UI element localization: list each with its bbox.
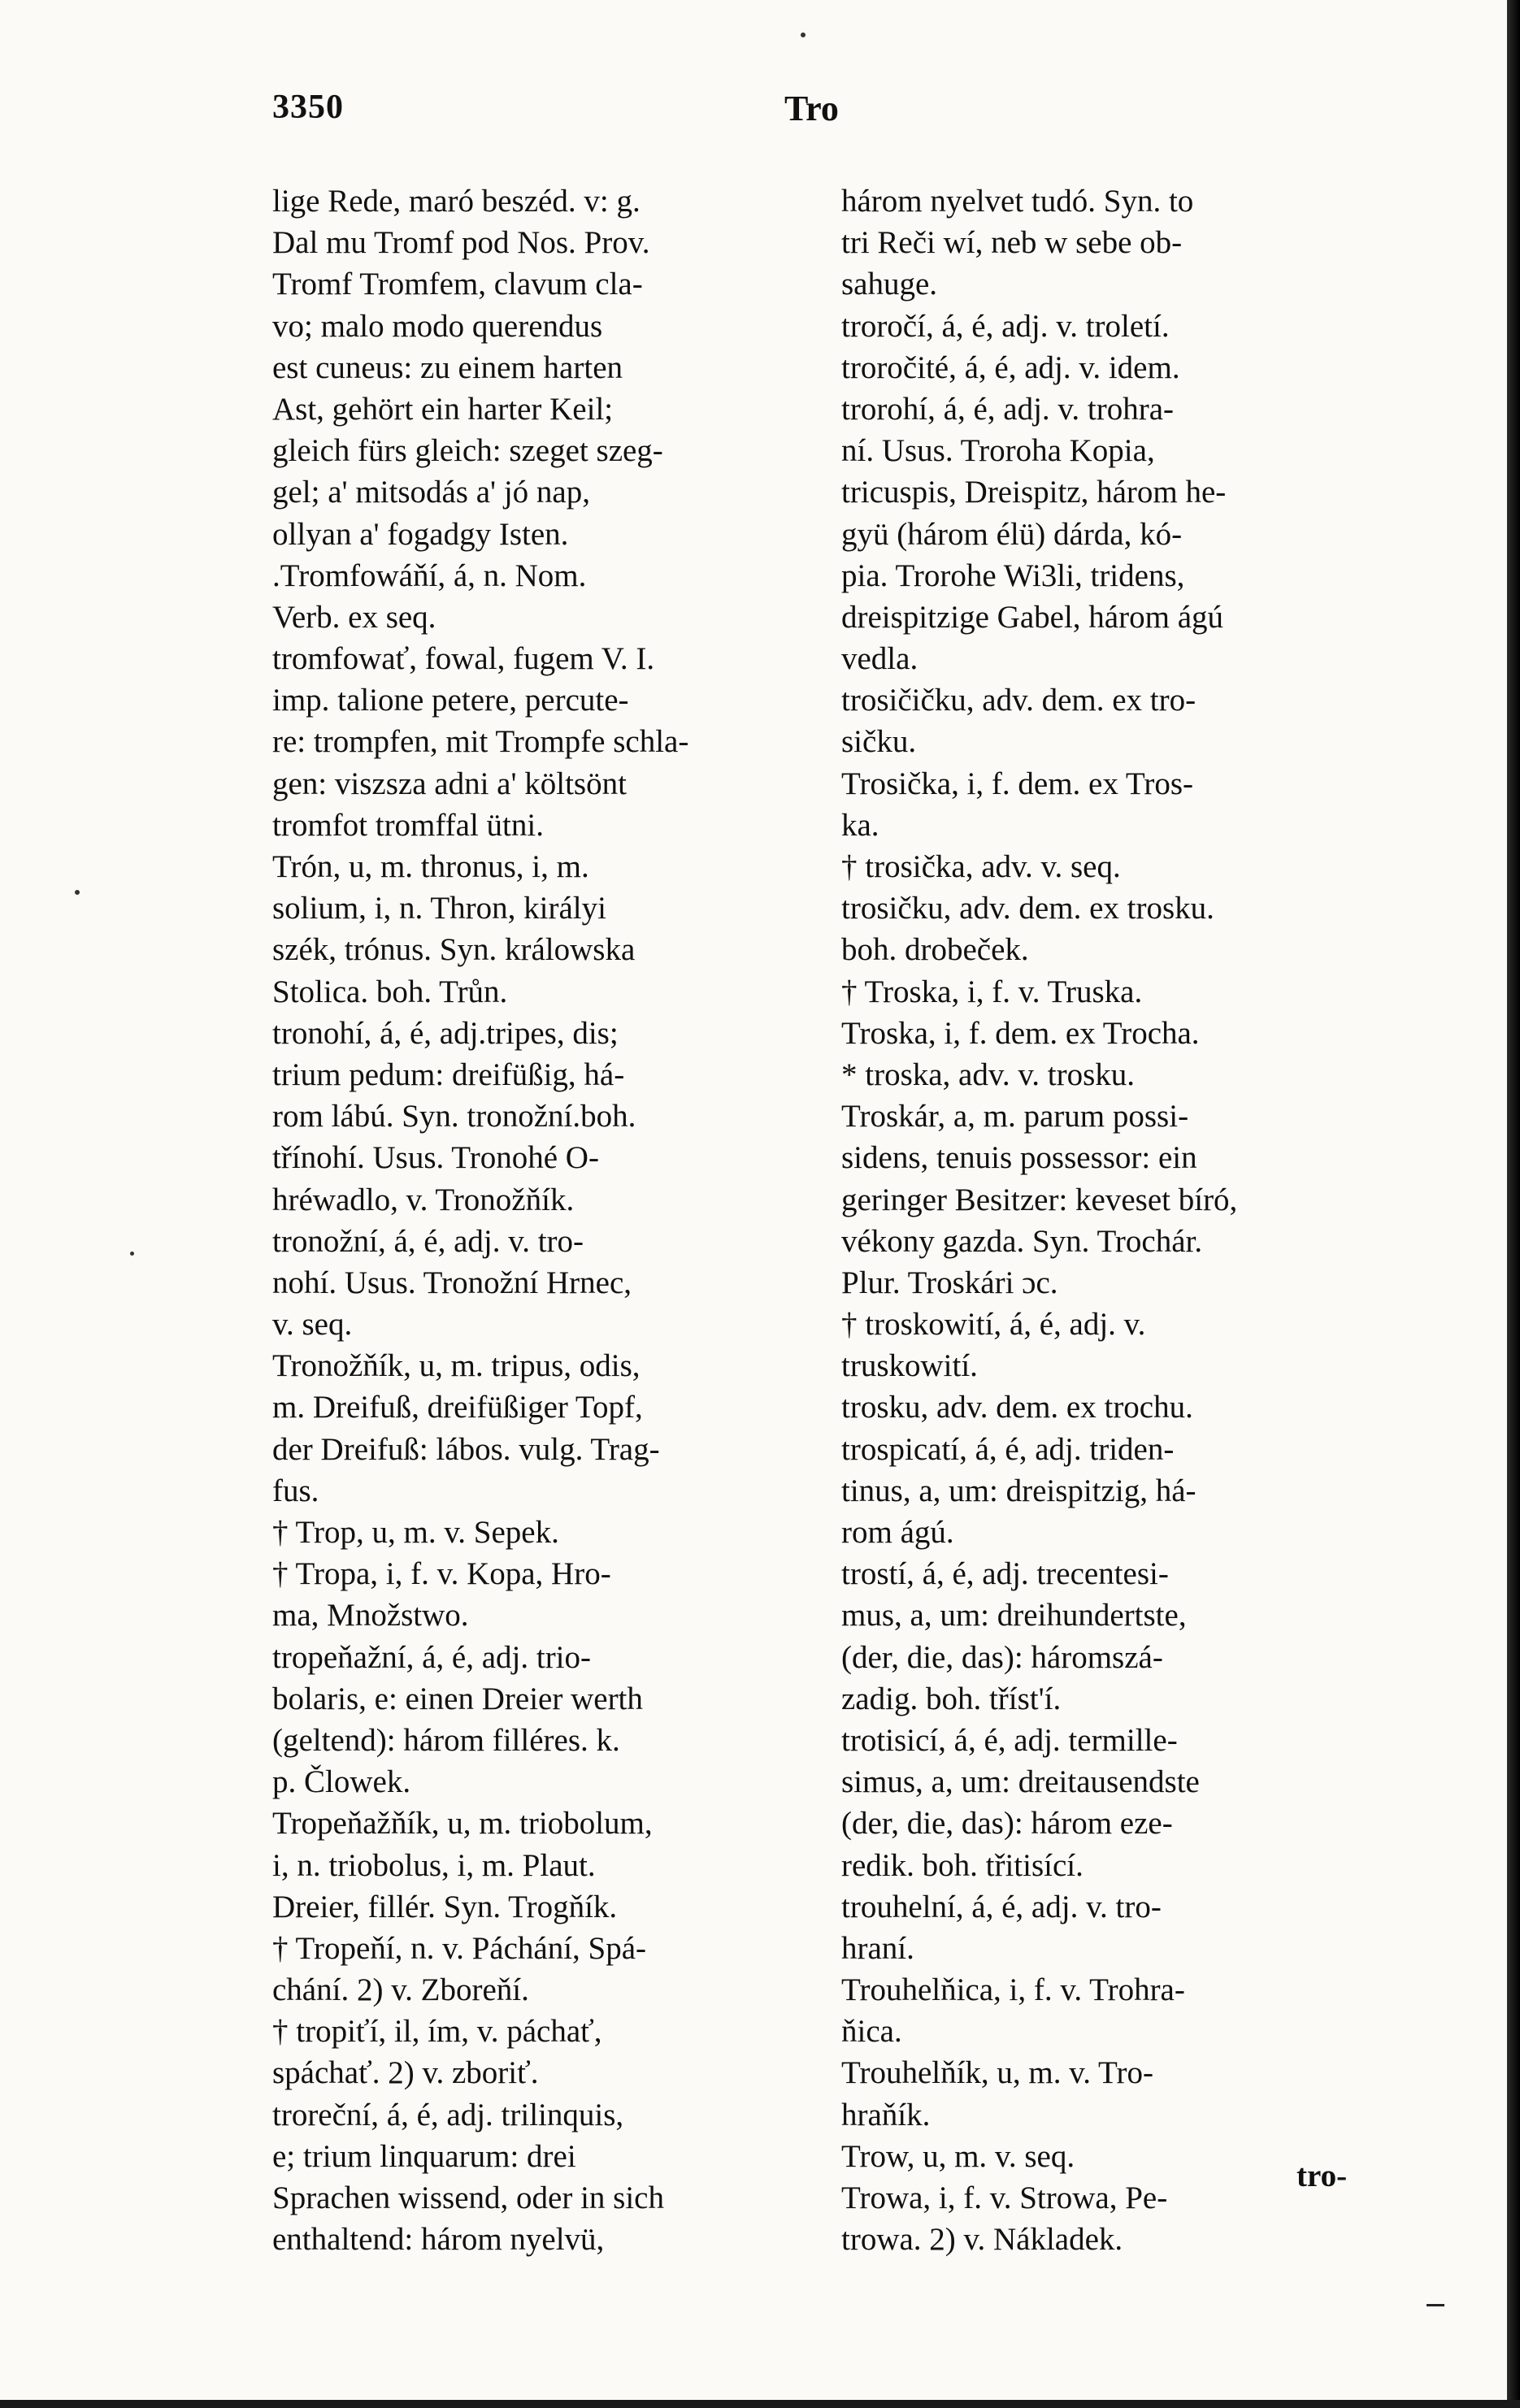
entry-line: est cuneus: zu einem harten	[272, 349, 623, 385]
entry-line: sidens, tenuis possessor: ein	[841, 1140, 1197, 1176]
entry-line: troročí, á, é, adj. v. troletí.	[841, 308, 1170, 344]
entry-line: troročité, á, é, adj. v. idem.	[841, 349, 1180, 385]
entry-line: hraňík.	[841, 2097, 931, 2132]
entry-line: pia. Trorohe Wi3li, tridens,	[841, 558, 1185, 593]
entry-line: ma, Množstwo.	[272, 1598, 469, 1634]
entry-line: gyü (három élü) dárda, kó-	[841, 516, 1183, 552]
entry-line: Ast, gehört ein harter Keil;	[272, 391, 614, 427]
entry-line: (der, die, das): háromszá-	[841, 1639, 1163, 1675]
entry-line: rom lábú. Syn. tronožní.boh.	[272, 1099, 636, 1135]
entry-line: třínohí. Usus. Tronohé O-	[272, 1140, 599, 1176]
entry-line: Trosička, i, f. dem. ex Tros-	[841, 766, 1193, 801]
scan-edge-right	[1507, 0, 1520, 2408]
entry-line: der Dreifuß: lábos. vulg. Trag-	[272, 1431, 660, 1467]
entry-line: Tronožňík, u, m. tripus, odis,	[272, 1348, 641, 1384]
entry-line: spáchať. 2) v. zboriť.	[272, 2055, 539, 2091]
entry-line: trowa. 2) v. Nákladek.	[841, 2222, 1123, 2258]
entry-line: Troska, i, f. dem. ex Trocha.	[841, 1015, 1200, 1051]
entry-line: * troska, adv. v. trosku.	[841, 1056, 1136, 1092]
scan-speck	[130, 1252, 134, 1256]
entry-line: Trouhelňík, u, m. v. Tro-	[841, 2055, 1153, 2091]
entry-line: imp. talione petere, percute-	[272, 683, 629, 718]
entry-line: Plur. Troskári ɔc.	[841, 1265, 1058, 1300]
entry-line: hraní.	[841, 1930, 914, 1966]
entry-line: tricuspis, Dreispitz, három he-	[841, 475, 1227, 510]
entry-line: Tromf Tromfem, clavum cla-	[272, 267, 643, 302]
entry-line: † troskowití, á, é, adj. v.	[841, 1307, 1146, 1343]
margin-dash	[1427, 2304, 1444, 2306]
entry-line: † Troska, i, f. v. Truska.	[841, 974, 1143, 1009]
entry-line: trotisicí, á, é, adj. termille-	[841, 1722, 1178, 1758]
entry-line: e; trium linquarum: drei	[272, 2138, 576, 2174]
scan-edge-bottom	[0, 2400, 1520, 2408]
entry-line: trorohí, á, é, adj. v. trohra-	[841, 391, 1174, 427]
entry-line: trosku, adv. dem. ex trochu.	[841, 1390, 1193, 1425]
entry-line: három nyelvet tudó. Syn. to	[841, 184, 1194, 219]
entry-line: szék, trónus. Syn. králowska	[272, 932, 636, 968]
entry-line: trouhelní, á, é, adj. v. tro-	[841, 1889, 1162, 1924]
entry-line: trosičku, adv. dem. ex trosku.	[841, 891, 1214, 926]
entry-line: vedla.	[841, 641, 919, 677]
scan-speck	[801, 33, 806, 37]
entry-line: simus, a, um: dreitausendste	[841, 1764, 1200, 1800]
entry-line: † tropiťí, il, ím, v. páchať,	[272, 2014, 602, 2050]
entry-line: Trón, u, m. thronus, i, m.	[272, 849, 589, 884]
entry-line: trostí, á, é, adj. trecentesi-	[841, 1556, 1169, 1592]
entry-line: ollyan a' fogadgy Isten.	[272, 516, 569, 552]
catchword: tro-	[1296, 2159, 1348, 2193]
entry-line: dreispitzige Gabel, három ágú	[841, 599, 1223, 635]
left-column	[272, 180, 813, 2260]
entry-line: gel; a' mitsodás a' jó nap,	[272, 475, 590, 510]
entry-line: † trosička, adv. v. seq.	[841, 849, 1121, 884]
entry-line: re: trompfen, mit Trompfe schla-	[272, 724, 689, 760]
entry-line: enthaltend: három nyelvü,	[272, 2222, 605, 2258]
entry-line: rom ágú.	[841, 1515, 954, 1550]
entry-line: Troskár, a, m. parum possi-	[841, 1099, 1189, 1135]
entry-line: v. seq.	[272, 1307, 353, 1343]
entry-line: m. Dreifuß, dreifüßiger Topf,	[272, 1390, 643, 1425]
entry-line: (der, die, das): három eze-	[841, 1806, 1173, 1842]
entry-line: geringer Besitzer: keveset bíró,	[841, 1182, 1238, 1217]
entry-line: † Trop, u, m. v. Sepek.	[272, 1515, 559, 1550]
running-head: Tro	[784, 89, 839, 128]
page-number: 3350	[272, 89, 344, 126]
entry-line: boh. drobeček.	[841, 932, 1029, 968]
entry-line: tromfot tromffal ütni.	[272, 807, 544, 843]
entry-line: Verb. ex seq.	[272, 599, 436, 635]
entry-line: lige Rede, maró beszéd. v: g.	[272, 184, 641, 219]
entry-line: † Tropa, i, f. v. Kopa, Hro-	[272, 1556, 611, 1592]
entry-line: solium, i, n. Thron, királyi	[272, 891, 606, 926]
entry-line: Trow, u, m. v. seq.	[841, 2138, 1075, 2174]
entry-line: Tropeňažňík, u, m. triobolum,	[272, 1806, 653, 1842]
entry-line: tronohí, á, é, adj.tripes, dis;	[272, 1015, 619, 1051]
entry-line: i, n. triobolus, i, m. Plaut.	[272, 1847, 596, 1883]
entry-line: Dreier, fillér. Syn. Trogňík.	[272, 1889, 618, 1924]
entry-line: (geltend): három filléres. k.	[272, 1722, 620, 1758]
entry-line: tropeňažní, á, é, adj. trio-	[272, 1639, 591, 1675]
entry-line: nohí. Usus. Tronožní Hrnec,	[272, 1265, 632, 1300]
entry-line: Trouhelňica, i, f. v. Trohra-	[841, 1972, 1185, 2008]
entry-line: troreční, á, é, adj. trilinquis,	[272, 2097, 624, 2132]
entry-line: † Tropeňí, n. v. Páchání, Spá-	[272, 1930, 647, 1966]
entry-line: redik. boh. třitisící.	[841, 1847, 1084, 1883]
entry-line: Trowa, i, f. v. Strowa, Pe-	[841, 2180, 1168, 2215]
entry-line: ka.	[841, 807, 879, 843]
entry-line: tinus, a, um: dreispitzig, há-	[841, 1473, 1196, 1508]
entry-line: hréwadlo, v. Tronožňík.	[272, 1182, 575, 1217]
entry-line: .Tromfowáňí, á, n. Nom.	[272, 558, 587, 593]
scan-speck	[75, 890, 80, 895]
entry-line: Dal mu Tromf pod Nos. Prov.	[272, 225, 650, 261]
entry-line: tromfowať, fowal, fugem V. I.	[272, 641, 655, 677]
entry-line: vékony gazda. Syn. Trochár.	[841, 1223, 1203, 1259]
entry-line: chání. 2) v. Zboreňí.	[272, 1972, 529, 2008]
entry-line: bolaris, e: einen Dreier werth	[272, 1681, 643, 1716]
entry-line: gleich fürs gleich: szeget szeg-	[272, 433, 663, 469]
entry-line: mus, a, um: dreihundertste,	[841, 1598, 1187, 1634]
entry-line: tri Reči wí, neb w sebe ob-	[841, 225, 1183, 261]
entry-line: truskowití.	[841, 1348, 978, 1384]
entry-line: trosičičku, adv. dem. ex tro-	[841, 683, 1196, 718]
entry-line: gen: viszsza adni a' költsönt	[272, 766, 627, 801]
entry-line: Sprachen wissend, oder in sich	[272, 2180, 664, 2215]
entry-line: ňica.	[841, 2014, 902, 2050]
entry-line: p. Člowek.	[272, 1764, 411, 1800]
entry-line: vo; malo modo querendus	[272, 308, 603, 344]
entry-line: fus.	[272, 1473, 319, 1508]
entry-line: trium pedum: dreifüßig, há-	[272, 1056, 625, 1092]
entry-line: sahuge.	[841, 267, 938, 302]
entry-line: trospicatí, á, é, adj. triden-	[841, 1431, 1175, 1467]
entry-line: ní. Usus. Troroha Kopia,	[841, 433, 1155, 469]
entry-line: Stolica. boh. Trůn.	[272, 974, 508, 1009]
right-column	[841, 180, 1382, 2260]
entry-line: sičku.	[841, 724, 917, 760]
entry-line: tronožní, á, é, adj. v. tro-	[272, 1223, 584, 1259]
entry-line: zadig. boh. tříst'í.	[841, 1681, 1062, 1716]
